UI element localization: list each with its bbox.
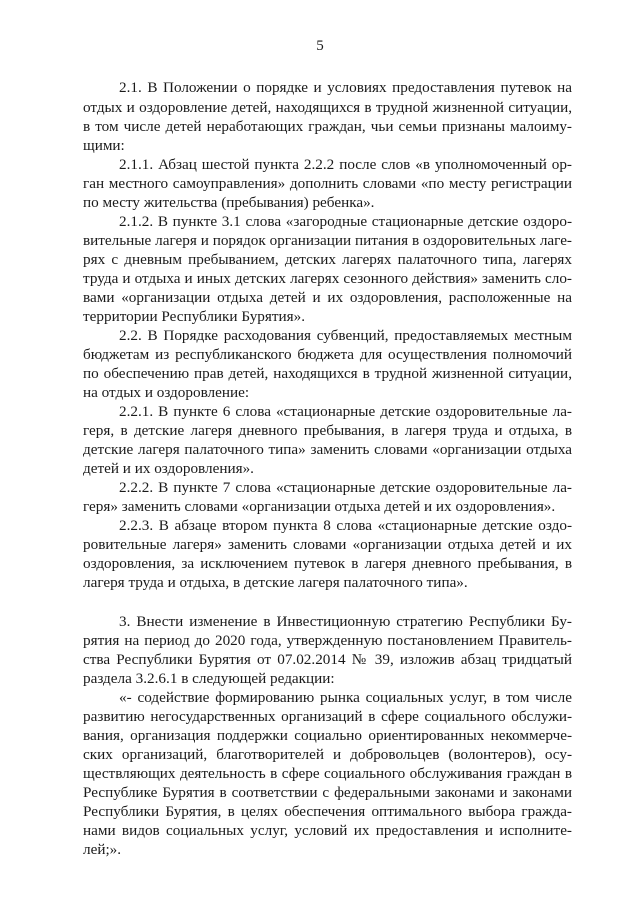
text-line: развитию негосударственных организаций в сфере социального обслужи-	[83, 708, 572, 725]
text-line: ган местного самоуправления» дополнить словами «по месту регистрации	[83, 175, 572, 192]
text-line: оздоровления, за исключением путевок в лагеря дневного пребывания, в	[83, 555, 572, 572]
text-line: нами видов социальных услуг, условий их предоставления и исполните-	[83, 822, 572, 839]
text-line: Республике Бурятия в соответствии с федеральными законами и законами	[83, 784, 572, 801]
text-line: геря» заменить словами «организации отдыха детей и их оздоровления».	[83, 498, 556, 515]
text-line: территории Республики Бурятия».	[83, 308, 306, 325]
text-line: рях с дневным пребыванием, детских лагерях палаточного типа, лагерях	[83, 251, 572, 268]
text-line: вительные лагеря и порядок организации питания в оздоровительных лаге-	[83, 232, 572, 249]
text-line: геря, в детские лагеря дневного пребывания, в лагеря труда и отдыха, в	[83, 422, 572, 439]
text-line: ских организаций, благотворителей и добровольцев (волонтеров), осу-	[83, 746, 572, 763]
text-line: в том числе детей неработающих граждан, чьи семьи признаны малоиму-	[83, 118, 572, 135]
text-line: рятия на период до 2020 года, утвержденную постановлением Правитель-	[83, 632, 572, 649]
text-line: отдых и оздоровление детей, находящихся в трудной жизненной ситуации,	[83, 99, 572, 116]
text-line: детские лагеря палаточного типа» заменить словами «организации отдыха	[83, 441, 572, 458]
text-line: по обеспечению прав детей, находящихся в трудной жизненной ситуации,	[83, 365, 572, 382]
text-line: вания, организация поддержки социально ориентированных некоммерче-	[83, 727, 572, 744]
text-line: лей;».	[83, 841, 122, 858]
text-line: 2.2. В Порядке расходования субвенций, предоставляемых местным	[119, 327, 572, 344]
text-line: 3. Внести изменение в Инвестиционную стратегию Республики Бу-	[119, 613, 572, 630]
text-line: на отдых и оздоровление:	[83, 384, 250, 401]
text-line: бюджетам из республиканского бюджета для осуществления полномочий	[83, 346, 572, 363]
text-line: ществляющих деятельность в сфере социального обслуживания граждан в	[83, 765, 572, 782]
text-line: щими:	[83, 137, 125, 154]
text-line: 2.1. В Положении о порядке и условиях предоставления путевок на	[119, 79, 572, 96]
page-number: 5	[316, 38, 324, 54]
text-line: ровительные лагеря» заменить словами «организации отдыха детей и их	[83, 536, 572, 553]
text-line: вами «организации отдыха детей и их оздоровления, расположенные на	[83, 289, 572, 306]
text-line: раздела 3.2.6.1 в следующей редакции:	[83, 670, 335, 687]
text-line: 2.2.1. В пункте 6 слова «стационарные детские оздоровительные ла-	[119, 403, 572, 420]
text-line: ства Республики Бурятия от 07.02.2014 № 39, изложив абзац тридцатый	[83, 651, 572, 668]
text-line: лагеря труда и отдыха, в детские лагеря палаточного типа».	[83, 574, 468, 591]
text-line: детей и их оздоровления».	[83, 460, 254, 477]
text-line: 2.2.3. В абзаце втором пункта 8 слова «стационарные детские оздо-	[119, 517, 572, 534]
text-line: 2.1.2. В пункте 3.1 слова «загородные стационарные детские оздоро-	[119, 213, 572, 230]
text-line: по месту жительства (пребывания) ребенка».	[83, 194, 375, 211]
text-line: труда и отдыха и иных детских лагерях сезонного действия» заменить сло-	[83, 270, 572, 287]
text-line: «- содействие формированию рынка социальных услуг, в том числе	[119, 689, 572, 706]
text-line: Республики Бурятия, в целях обеспечения оптимального выбора гражда-	[83, 803, 572, 820]
text-line: 2.2.2. В пункте 7 слова «стационарные детские оздоровительные ла-	[119, 479, 572, 496]
text-line: 2.1.1. Абзац шестой пункта 2.2.2 после слов «в уполномоченный ор-	[119, 156, 572, 173]
